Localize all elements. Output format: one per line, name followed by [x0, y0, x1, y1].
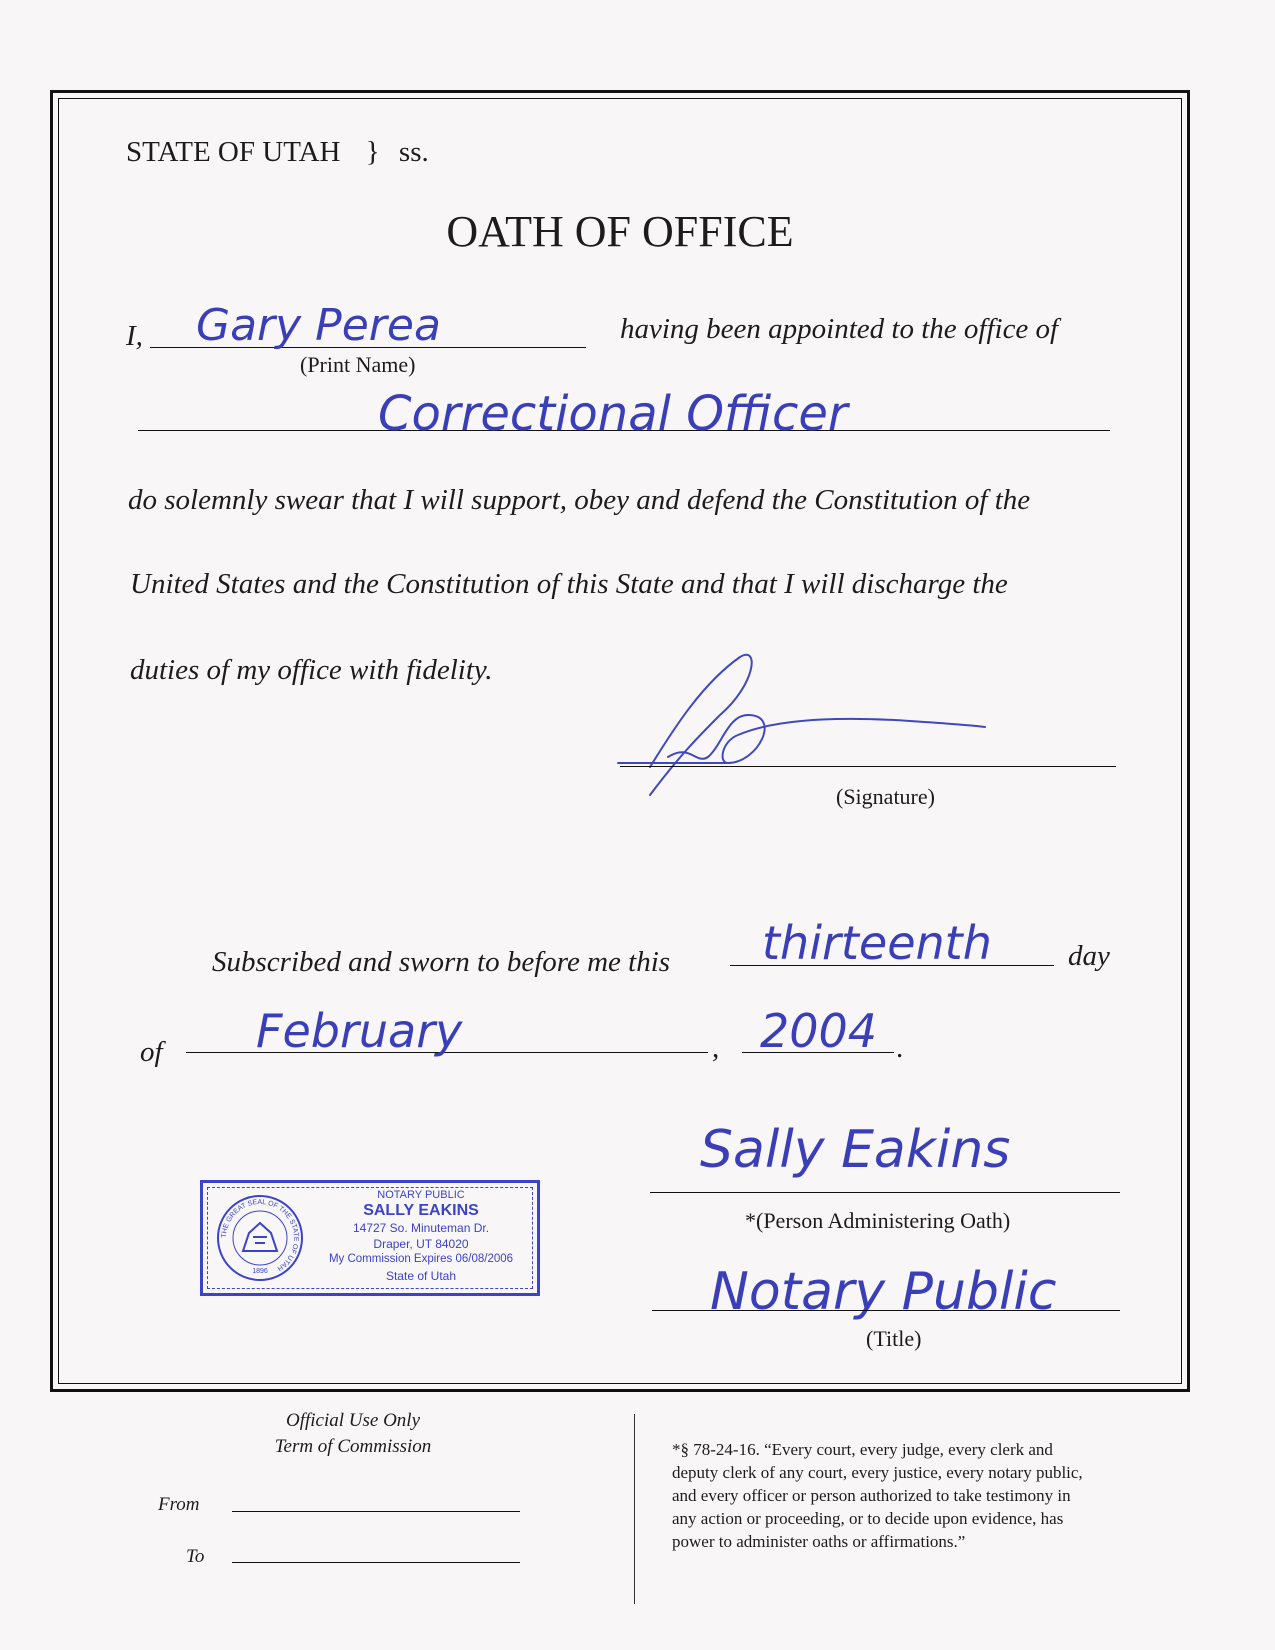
office-value: Correctional Officer [378, 386, 848, 442]
state-seal-icon [215, 1193, 305, 1283]
stamp-state: State of Utah [385, 1269, 457, 1283]
day-value: thirteenth [762, 916, 992, 970]
stamp-heading: NOTARY PUBLIC [377, 1189, 465, 1201]
stamp-name: SALLY EAKINS [363, 1202, 479, 1219]
to-label: To [186, 1546, 205, 1567]
title-label: (Title) [866, 1326, 922, 1351]
signature-label: (Signature) [836, 784, 935, 809]
statute-note [672, 1438, 1083, 1553]
vertical-divider [634, 1414, 635, 1604]
statute-line-2: deputy clerk of any court, every justice, every notary public, [672, 1463, 1083, 1482]
page-title: OATH OF OFFICE [446, 207, 794, 256]
stamp-address1: 14727 So. Minuteman Dr. [352, 1221, 490, 1235]
of-word: of [140, 1036, 163, 1068]
administrator-label: *(Person Administering Oath) [745, 1208, 1011, 1233]
term-heading: Term of Commission [274, 1436, 432, 1457]
statute-line-3: and every officer or person authorized to take testimony in [672, 1486, 1071, 1505]
signature-line [620, 766, 1116, 767]
seal-text: THE GREAT SEAL OF THE STATE OF UTAH [220, 1198, 300, 1272]
oath-line-2: United States and the Constitution of this State and that I will discharge the [130, 568, 1008, 600]
month-comma: , [712, 1032, 720, 1064]
oath-line-3: duties of my office with fidelity. [130, 654, 493, 686]
oath-line-1: do solemnly swear that I will support, obey and defend the Constitution of the [128, 484, 1031, 516]
title-line [652, 1310, 1120, 1311]
statute-line-1: *§ 78-24-16. “Every court, every judge, every clerk and [672, 1440, 1053, 1459]
seal-year: 1896 [252, 1268, 268, 1275]
administrator-line [650, 1192, 1120, 1193]
state-heading [126, 136, 429, 169]
name-value: Gary Perea [196, 300, 441, 351]
oath-signature [610, 645, 1010, 815]
official-use-heading: Official Use Only [285, 1410, 421, 1431]
year-period: . [896, 1032, 904, 1064]
statute-line-4: any action or proceeding, or to decide upon evidence, has [672, 1509, 1064, 1528]
ss-label: ss. [398, 136, 429, 168]
state-name: STATE OF UTAH [126, 136, 341, 168]
stamp-commission: My Commission Expires 06/08/2006 [328, 1253, 514, 1265]
to-line [232, 1562, 520, 1563]
title-value: Notary Public [710, 1262, 1057, 1322]
name-label: (Print Name) [300, 352, 416, 377]
brace: } [365, 136, 380, 168]
from-label: From [158, 1494, 200, 1515]
from-line [232, 1511, 520, 1512]
oath-prefix: I, [126, 320, 143, 352]
day-word: day [1068, 940, 1110, 972]
stamp-address2: Draper, UT 84020 [373, 1237, 469, 1251]
administrator-signature: Sally Eakins [700, 1120, 1011, 1180]
year-value: 2004 [760, 1004, 878, 1058]
month-value: February [256, 1004, 463, 1058]
notary-stamp [200, 1180, 540, 1296]
subscribed-text: Subscribed and sworn to before me this [212, 946, 671, 978]
appointed-text: having been appointed to the office of [620, 313, 1059, 345]
statute-line-5: power to administer oaths or affirmations.” [672, 1532, 966, 1551]
